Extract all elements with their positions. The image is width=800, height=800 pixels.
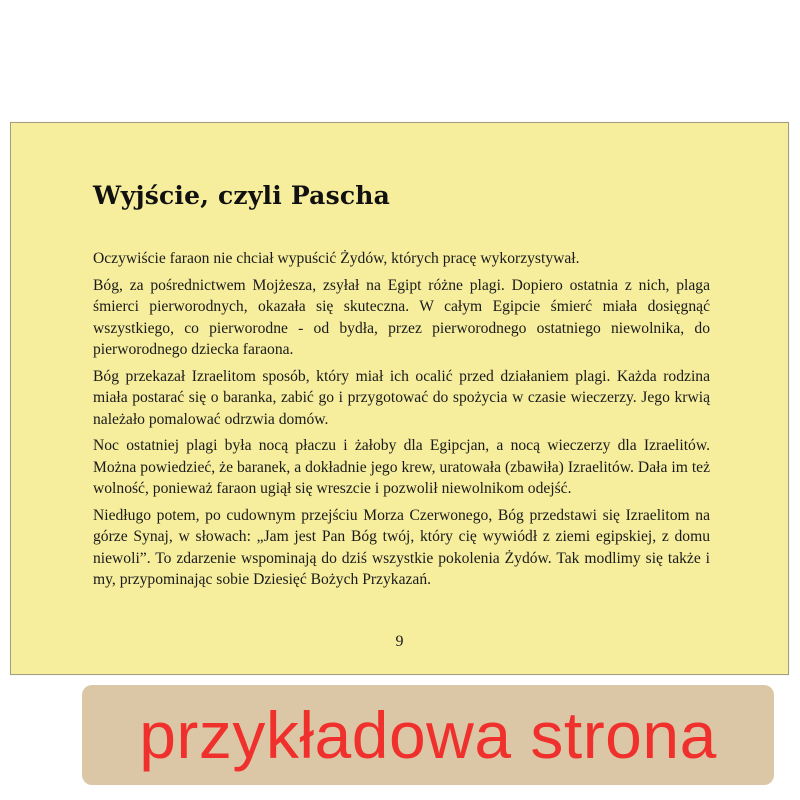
paragraph-2: Bóg, za pośrednictwem Mojżesza, zsyłał na Egipt różne plagi. Dopiero ostatnia z nich, plaga śmierci pierworodnych, okazała się skuteczna. W całym Egipcie śmierć miała dosięgnąć wszystkiego, co pierworodne - od bydła, przez pierworodnego ostatniego niewolnika, do pierworodnego dziecka faraona. xyxy=(93,276,710,358)
page-body xyxy=(93,248,710,596)
book-page xyxy=(10,122,789,675)
paragraph-5: Niedługo potem, po cudownym przejściu Morza Czerwonego, Bóg przedstawi się Izraelitom na górze Synaj, w słowach: „Jam jest Pan Bóg twój, który cię wywiódł z ziemi egipskiej, z domu niewoli”. To zdarzenie wspominają do dziś wszystkie pokolenia Żydów. Tak modlimy się także i my, przypominając sobie Dziesięć Bożych Przykazań. xyxy=(93,506,710,588)
paragraph-4: Noc ostatniej plagi była nocą płaczu i żałoby dla Egipcjan, a nocą wieczerzy dla Izraelitów. Można powiedzieć, że baranek, a dokładnie jego krew, uratowała (zbawiła) Izraelitów. Dała im też wolność, ponieważ faraon ugiął się wreszcie i pozwolił niewolnikom odejść. xyxy=(93,437,710,497)
page-title: Wyjście, czyli Pascha xyxy=(93,181,391,210)
caption-text: przykładowa strona xyxy=(139,698,717,772)
paragraph-1: Oczywiście faraon nie chciał wypuścić Żydów, których pracę wykorzystywał. xyxy=(93,250,580,267)
caption-banner xyxy=(82,685,774,785)
page-number: 9 xyxy=(395,633,404,650)
paragraph-3: Bóg przekazał Izraelitom sposób, który miał ich ocalić przed działaniem plagi. Każda rodzina miała postarać się o baranka, zabić go i przygotować do spożycia w czasie wieczerzy. Jego krwią należało pomalować odrzwia domów. xyxy=(93,367,710,428)
